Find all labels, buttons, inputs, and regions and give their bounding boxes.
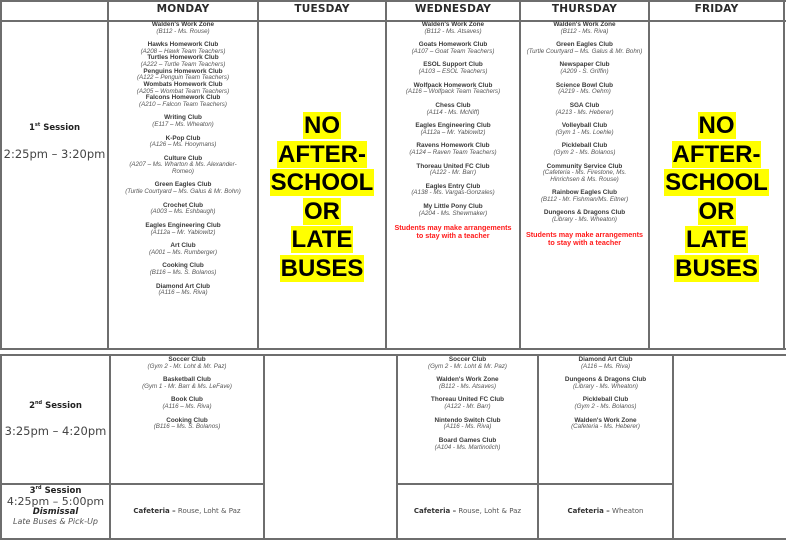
stay-with-teacher-note: Students may make arrangements to stay with a teacher	[394, 223, 512, 241]
club-entry: Hawks Homework Club (A208 – Hawk Team Teachers)	[140, 41, 226, 55]
session2-label	[2, 400, 109, 438]
club-entry: Nintendo Switch Club (A116 - Ms. Riva)	[434, 416, 501, 431]
club-entry: K-Pop Club (A126 – Ms. Hooymans)	[149, 134, 217, 149]
stay-with-teacher-note: Students may make arrangements to stay with a teacher	[525, 229, 644, 247]
club-entry: Diamond Art Club (A116 – Ms. Riva)	[155, 282, 211, 297]
monday-session2-clubs	[111, 357, 263, 438]
club-entry: Science Bowl Club (A219 - Ms. Oehm)	[555, 81, 614, 96]
session1-label	[2, 122, 107, 161]
club-entry: Eagles Engineering Club (A112a – Mr. Yablowitz)	[415, 122, 491, 136]
club-entry: Cooking Club (B116 – Ms. S. Bolanos)	[153, 416, 221, 431]
table-border	[0, 354, 786, 356]
club-entry: Pickleball Club (Gym 2 - Ms. Bolanos)	[553, 142, 616, 157]
club-entry: Eagles Entry Club (A138 - Ms. Vargas-Gonzales)	[411, 182, 495, 197]
schedule-table-session2-3	[0, 354, 786, 540]
thursday-session1-clubs	[521, 22, 648, 247]
header-monday: MONDAY	[156, 3, 210, 15]
club-entry: Volleyball Club (Gym 1 - Ms. Loehle)	[555, 122, 614, 136]
club-entry: Newspaper Club (A209 - S. Griffin)	[559, 61, 610, 76]
club-entry: Wolfpack Homework Club (A116 – Wolfpack Team Teachers)	[405, 81, 501, 96]
club-entry: Art Club (A001 – Ms. Rumberger)	[148, 242, 218, 256]
club-entry: ESOL Support Club (A103 – ESOL Teachers)	[418, 61, 488, 76]
header-tuesday: TUESDAY	[294, 3, 350, 15]
dismissal-label: Dismissal	[32, 507, 79, 518]
table-border	[783, 0, 785, 350]
wednesday-session3-cafeteria: Cafeteria – Rouse, Loht & Paz	[413, 507, 522, 515]
club-entry: Thoreau United FC Club (A122 - Mr. Barr)	[430, 396, 505, 411]
club-entry: Rainbow Eagles Club (B112 - Mr. Fishman/Ms. Eitner)	[540, 189, 629, 203]
friday-no-afterschool-notice: NO AFTER- SCHOOL OR LATE BUSES	[665, 112, 768, 282]
club-entry: Culture Club (A207 – Ms. Wharton & Ms. Alexander-Romeo)	[129, 154, 237, 175]
monday-session3-cafeteria: Cafeteria – Rouse, Loht & Paz	[133, 507, 241, 515]
club-entry: Soccer Club (Gym 2 - Mr. Loht & Mr. Paz)	[428, 356, 507, 370]
club-entry: Cooking Club (B116 – Ms. S. Bolanos)	[149, 262, 217, 277]
tuesday-no-afterschool-notice: NO AFTER- SCHOOL OR LATE BUSES	[270, 112, 374, 282]
thursday-session3-cafeteria: Cafeteria – Wheaton	[567, 507, 644, 515]
club-entry: Diamond Art Club (A116 – Ms. Riva)	[578, 356, 633, 370]
club-entry: Wombats Homework Club (A205 – Wombat Team Teachers)	[136, 80, 230, 95]
club-entry: Ravens Homework Club (A124 – Raven Team Teachers)	[409, 142, 497, 157]
table-border	[263, 354, 265, 540]
session3-time: 4:25pm – 5:00pm	[6, 495, 105, 509]
club-entry: Dungeons & Dragons Club (Library - Ms. Wheaton)	[543, 209, 626, 224]
club-entry: Pickleball Club (Gym 2 - Ms. Bolanos)	[574, 396, 637, 411]
club-entry: Basketball Club (Gym 1 - Mr. Barr & Ms. LeFave)	[142, 376, 232, 390]
club-entry: Goats Homework Club (A107 – Goat Team Teachers)	[411, 41, 495, 55]
session1-time: 2:25pm – 3:20pm	[3, 146, 106, 161]
club-entry: Walden's Work Zone (B112 - Ms. Atsaves)	[436, 376, 499, 390]
session2-time: 3:25pm – 4:20pm	[4, 423, 107, 438]
club-entry: Walden's Work Zone (B112 - Ms. Rouse)	[151, 21, 215, 35]
table-border	[0, 0, 2, 350]
club-entry: Green Eagles Club (Turtle Courtyard – Ms. Galus & Mr. Bohn)	[125, 181, 241, 196]
club-entry: Chess Club (A114 - Ms. McNiff)	[426, 101, 480, 116]
club-entry: My Little Pony Club (A204 - Ms. Shewmaker)	[418, 202, 488, 217]
club-entry: Writing Club (E117 – Ms. Wheaton)	[152, 114, 214, 129]
club-entry: Thoreau United FC Club (A122 - Mr. Barr)	[416, 162, 490, 177]
club-entry: Dungeons & Dragons Club (Library - Ms. Wheaton)	[564, 376, 647, 390]
club-entry: Community Service Club (Cafeteria - Ms. Firestone, Ms. Hinrichsen & Ms. Rouse)	[542, 162, 627, 183]
header-wednesday: WEDNESDAY	[414, 3, 492, 15]
club-entry: SGA Club (A213 - Ms. Heberer)	[555, 101, 614, 116]
club-entry: Soccer Club (Gym 2 - Mr. Loht & Mr. Paz)	[147, 356, 227, 370]
thursday-session2-clubs	[539, 357, 672, 438]
table-border	[0, 348, 786, 350]
club-entry: Walden's Work Zone (Cafeteria - Ms. Heberer)	[571, 416, 640, 431]
club-entry: Walden's Work Zone (B112 - Ms. Riva)	[553, 21, 616, 35]
wednesday-session2-clubs	[398, 357, 537, 458]
club-entry: Book Club (A116 – Ms. Riva)	[162, 396, 212, 411]
session2-title: 2nd Session	[29, 400, 82, 411]
club-entry: Green Eagles Club (Turtle Courtyard – Ms. Galus & Mr. Bohn)	[526, 41, 643, 55]
dismissal-subtext: Late Buses & Pick-Up	[13, 516, 98, 526]
session3-title: 3rd Session	[29, 485, 82, 496]
club-entry: Penguins Homework Club (A122 – Penguin Team Teachers)	[136, 67, 230, 82]
header-thursday: THURSDAY	[551, 3, 618, 15]
club-entry: Walden's Work Zone (B112 - Ms. Atsaves)	[421, 21, 485, 35]
club-entry: Turtles Homework Club (A222 – Turtle Team Teachers)	[140, 54, 226, 69]
wednesday-session1-clubs	[387, 22, 519, 241]
club-entry: Eagles Engineering Club (A112a – Mr. Yablowitz)	[145, 221, 221, 236]
monday-session1-clubs	[109, 22, 257, 304]
table-border	[0, 0, 786, 2]
table-border	[396, 483, 673, 485]
session3-label	[2, 486, 109, 526]
club-entry: Falcons Homework Club (A210 – Falcon Team Teachers)	[139, 94, 227, 108]
club-entry: Board Games Club (A104 - Ms. Martinolich)	[434, 436, 501, 451]
header-friday: FRIDAY	[694, 3, 739, 15]
club-entry: Crochet Club (A003 – Ms. Eshbaugh)	[150, 201, 216, 216]
table-border	[672, 354, 674, 540]
session1-title: 1st Session	[28, 122, 81, 133]
